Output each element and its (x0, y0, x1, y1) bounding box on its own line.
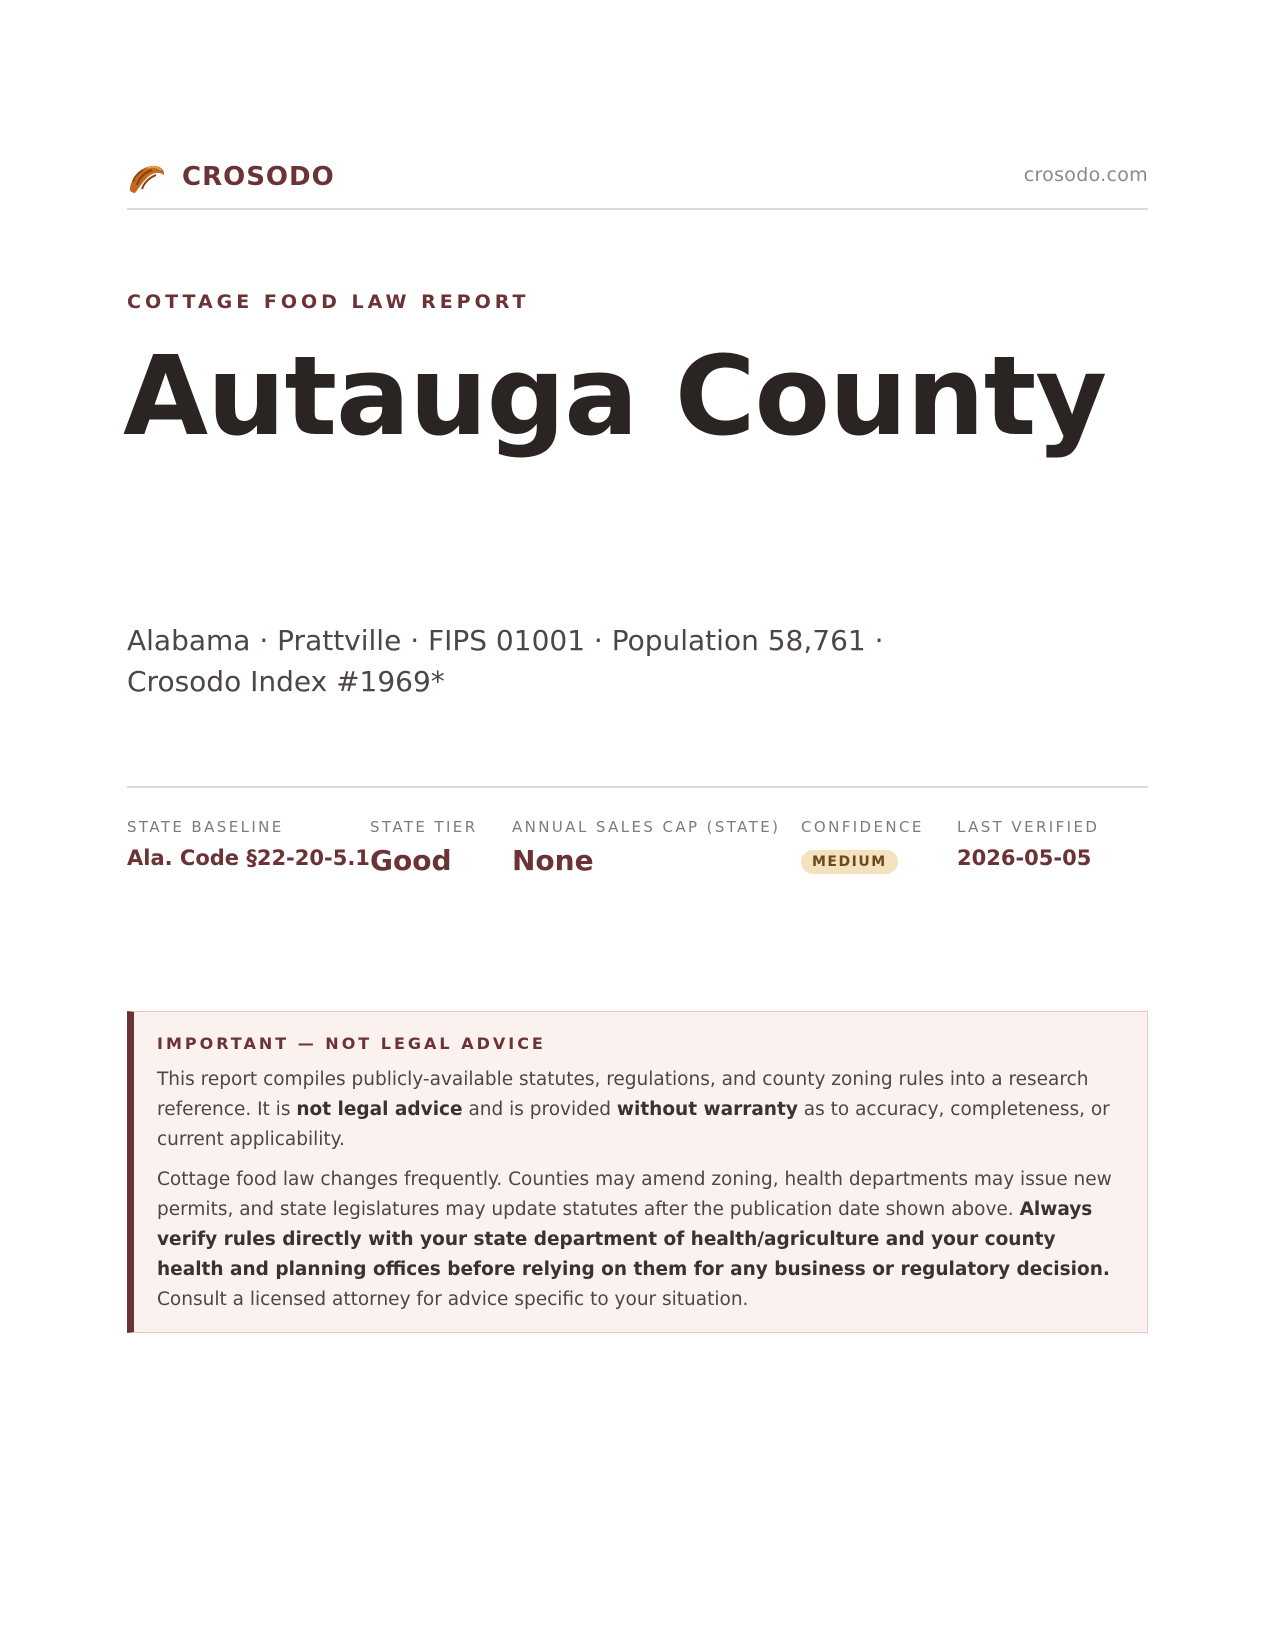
brand[interactable] (127, 158, 335, 196)
page-header (127, 158, 1148, 210)
stat-value: 2026-05-05 (957, 846, 1092, 870)
notice-paragraph-2 (157, 1165, 1121, 1315)
stat-state-baseline (127, 818, 370, 870)
stat-label: STATE TIER (370, 818, 478, 836)
county-meta (127, 620, 887, 702)
stat-last-verified (957, 818, 1099, 870)
notice-text: This report compiles publicly-available statutes, regulations, and county zoning rules into a research reference. It is (157, 1069, 1089, 1120)
stat-label: LAST VERIFIED (957, 818, 1100, 836)
notice-text: and is provided (462, 1099, 617, 1120)
notice-emphasis: not legal advice (296, 1099, 463, 1120)
page-title: Autauga County (123, 332, 1107, 460)
notice-title: IMPORTANT — NOT LEGAL ADVICE (157, 1034, 546, 1053)
county-meta-line-1: Alabama · Prattville · FIPS 01001 · Population 58,761 · (127, 624, 884, 657)
report-eyebrow: COTTAGE FOOD LAW REPORT (127, 291, 530, 313)
stat-sales-cap (512, 818, 780, 877)
notice-emphasis: Always verify rules directly with your state department of health/agriculture and your county health and planning offices before relying on them for any business or regulatory decision. (157, 1199, 1110, 1280)
notice-text: as to accuracy, completeness, or current applicability. (157, 1099, 1110, 1150)
brand-name: CROSODO (182, 162, 335, 192)
stat-state-tier (370, 818, 478, 877)
stat-label: CONFIDENCE (801, 818, 924, 836)
stats-row (127, 786, 1148, 906)
notice-text: Consult a licensed attorney for advice specific to your situation. (157, 1289, 749, 1310)
stat-label: STATE BASELINE (127, 818, 284, 836)
notice-text: Cottage food law changes frequently. Counties may amend zoning, health departments may issue new permits, and state legislatures may update statutes after the publication date shown above. (157, 1169, 1112, 1220)
stat-value: Good (370, 844, 452, 877)
stat-value: Ala. Code §22-20-5.1 (127, 846, 370, 870)
croissant-icon (127, 158, 167, 196)
notice-emphasis: without warranty (616, 1099, 798, 1120)
county-meta-line-2: Crosodo Index #1969* (127, 665, 445, 698)
report-page (123, 0, 1148, 1650)
stat-label: ANNUAL SALES CAP (STATE) (512, 818, 781, 836)
notice-paragraph-1 (157, 1065, 1121, 1155)
confidence-badge: MEDIUM (801, 850, 898, 874)
stat-value: None (512, 844, 594, 877)
stat-confidence (801, 818, 924, 874)
site-url[interactable]: crosodo.com (1023, 164, 1148, 186)
legal-notice (127, 1011, 1148, 1333)
